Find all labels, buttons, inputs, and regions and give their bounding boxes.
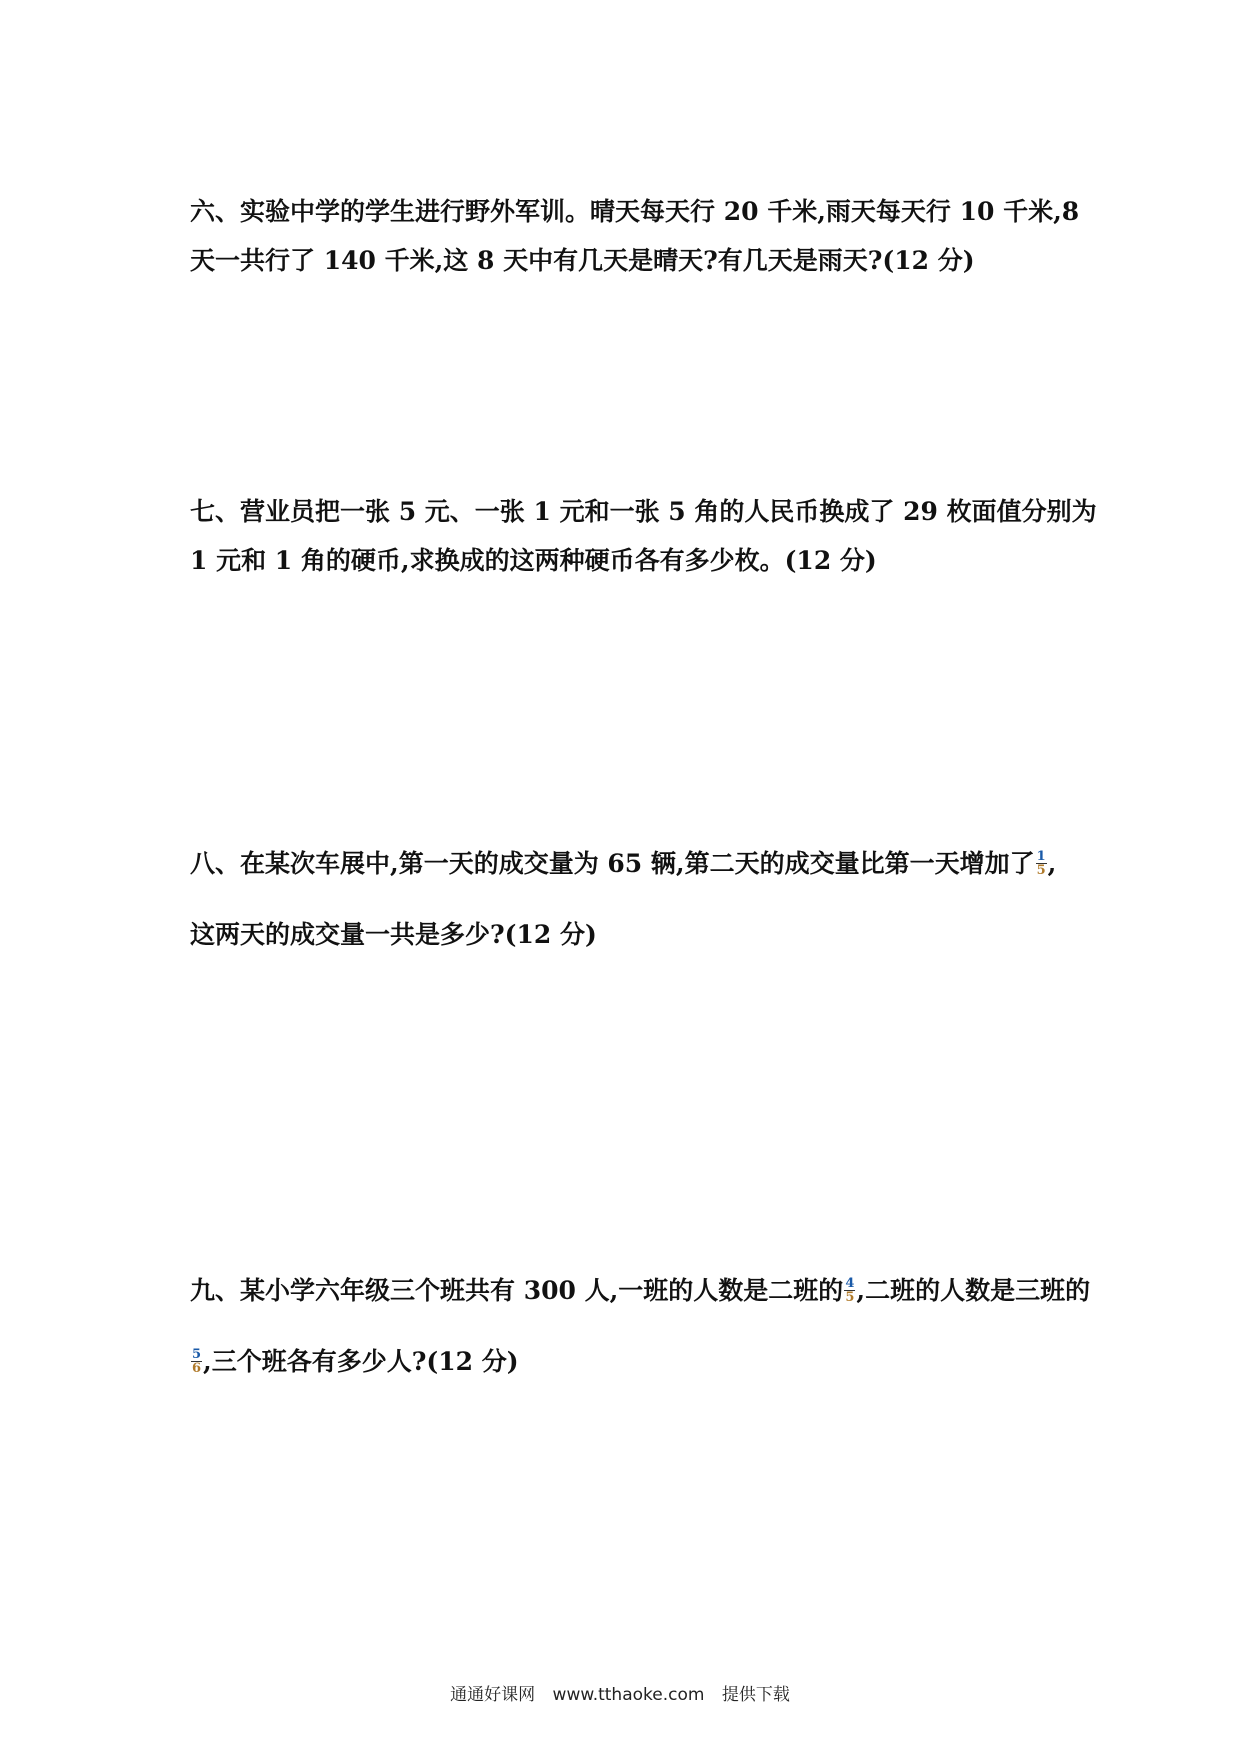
fraction-one-fifth bbox=[1036, 850, 1047, 877]
problem-9-line-1 bbox=[190, 1272, 1091, 1310]
footer-site-name: 通通好课网 bbox=[450, 1685, 536, 1705]
page-footer bbox=[0, 1680, 1240, 1705]
problem-8 bbox=[190, 845, 1070, 954]
problem-8-line-1 bbox=[190, 845, 1070, 883]
fraction-numerator: 5 bbox=[192, 1347, 202, 1362]
problem-9-text-c: ,三个班各有多少人?(12 分) bbox=[203, 1347, 519, 1376]
fraction-four-fifths bbox=[844, 1277, 855, 1304]
problem-8-comma: , bbox=[1047, 849, 1057, 878]
footer-url[interactable]: www.tthaoke.com bbox=[552, 1685, 705, 1705]
problem-8-text: 八、在某次车展中,第一天的成交量为 65 辆,第二天的成交量比第一天增加了 bbox=[190, 849, 1035, 878]
problem-7-line-1: 七、营业员把一张 5 元、一张 1 元和一张 5 角的人民币换成了 29 枚面值分别为 bbox=[190, 497, 1097, 526]
problem-8-line-2: 这两天的成交量一共是多少?(12 分) bbox=[190, 920, 597, 949]
problem-9-text-a: 九、某小学六年级三个班共有 300 人,一班的人数是二班的 bbox=[190, 1276, 844, 1305]
fraction-denominator: 6 bbox=[192, 1361, 202, 1376]
fraction-five-sixths bbox=[191, 1348, 202, 1375]
problem-7-line-2: 1 元和 1 角的硬币,求换成的这两种硬币各有多少枚。(12 分) bbox=[190, 546, 877, 575]
problem-7 bbox=[190, 493, 1097, 580]
problem-6-line-2: 天一共行了 140 千米,这 8 天中有几天是晴天?有几天是雨天?(12 分) bbox=[190, 246, 975, 275]
problem-6-line-1: 六、实验中学的学生进行野外军训。晴天每天行 20 千米,雨天每天行 10 千米,8 bbox=[190, 197, 1080, 226]
problem-9-text-b: ,二班的人数是三班的 bbox=[856, 1276, 1091, 1305]
footer-suffix: 提供下载 bbox=[721, 1685, 790, 1705]
problem-9-line-2 bbox=[190, 1343, 1070, 1381]
problem-9 bbox=[190, 1272, 1091, 1381]
fraction-numerator: 1 bbox=[1036, 849, 1046, 864]
problem-6 bbox=[190, 193, 1080, 280]
fraction-denominator: 5 bbox=[845, 1290, 855, 1305]
fraction-numerator: 4 bbox=[845, 1276, 855, 1291]
fraction-denominator: 5 bbox=[1036, 863, 1046, 878]
